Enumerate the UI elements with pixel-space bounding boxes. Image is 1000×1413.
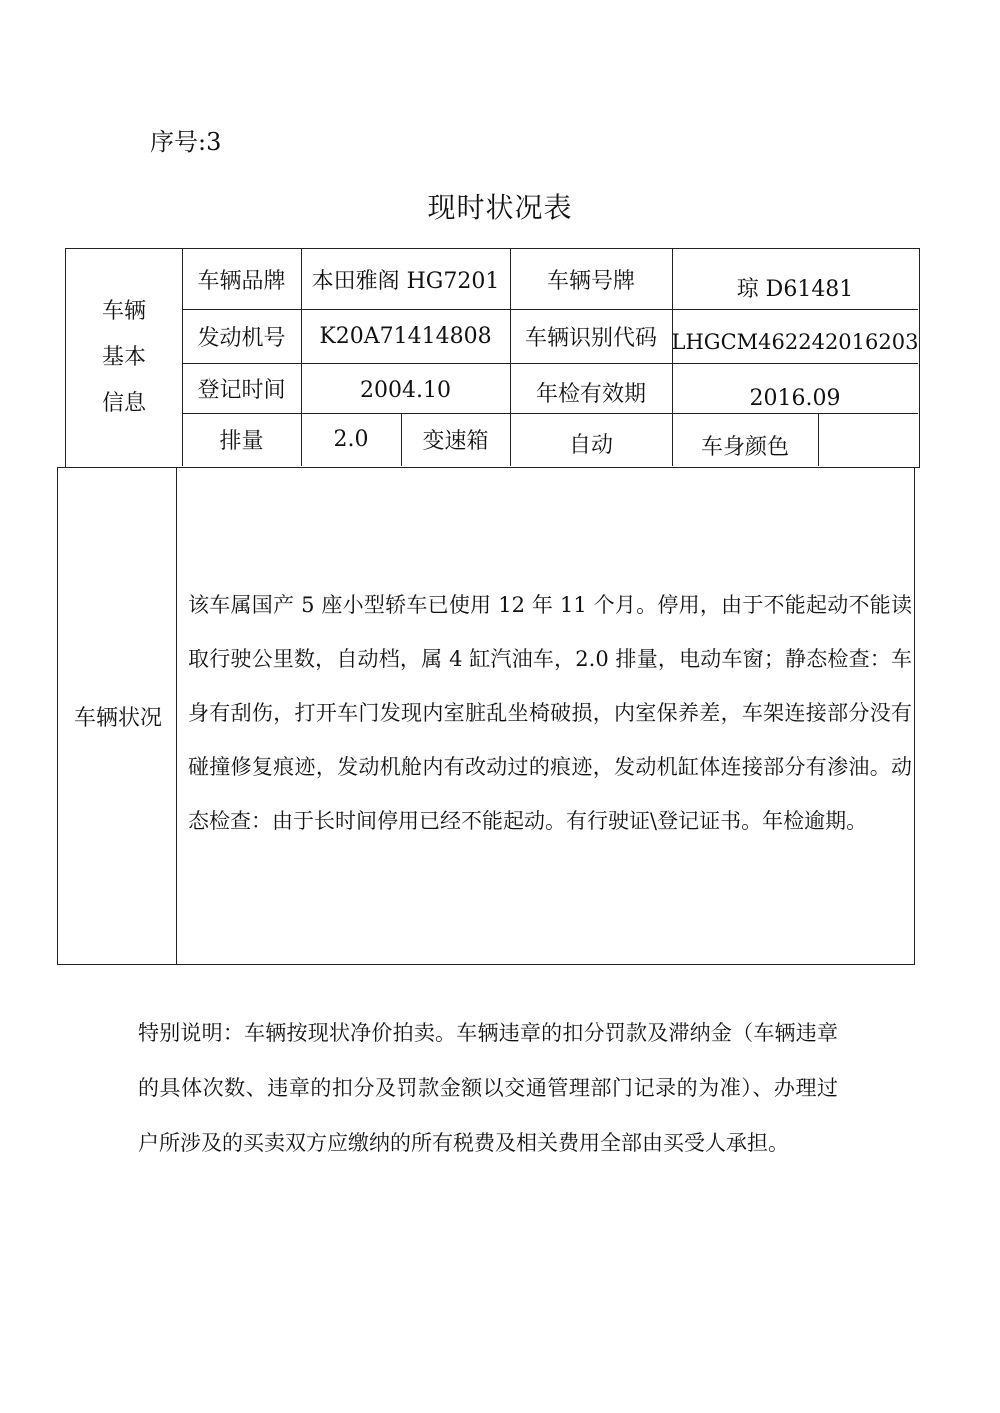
body-color-label: 车身颜色 [700, 435, 789, 460]
brand-value: 本田雅阁 HG7201 [311, 268, 500, 294]
gearbox-label: 变速箱 [422, 429, 489, 454]
serial-number: 序号:3 [150, 128, 222, 156]
special-note: 特别说明：车辆按现状净价拍卖。车辆违章的扣分罚款及滞纳金（车辆违章的具体次数、违章的扣分及罚款金额以交通管理部门记录的为准）、办理过户所涉及的买卖双方应缴纳的所有税费及相关费用全部由买受人承担。 [138, 1021, 838, 1155]
engine-number-label: 发动机号 [197, 325, 286, 351]
status-divider [176, 468, 177, 964]
vehicle-basic-info-table [65, 248, 920, 468]
registration-date-label: 登记时间 [197, 377, 286, 403]
vehicle-status-text: 该车属国产 5 座小型轿车已使用 12 年 11 个月。停用，由于不能起动不能读取行驶公里数，自动档，属 4 缸汽油车，2.0 排量，电动车窗；静态检查：车身有刮伤，打开车门发现内室脏乱坐椅破损，内室保养差，车架连接部分没有碰撞修复痕迹，发动机舱内有改动过的痕迹，发动机缸体连接部分有渗油。动态检查：由于长时间停用已经不能起动。有行驶证\登记证书。年检逾期。 [188, 593, 912, 833]
basic-info-label-line-2: 基本 [101, 344, 146, 370]
brand-label: 车辆品牌 [197, 268, 286, 294]
gearbox-value: 自动 [568, 433, 613, 458]
basic-info-label-line-1: 车辆 [101, 298, 146, 324]
vehicle-status-label: 车辆状况 [73, 705, 162, 731]
inspection-validity-value: 2016.09 [749, 385, 841, 411]
basic-info-label-line-3: 信息 [101, 390, 146, 416]
plate-value: 琼 D61481 [736, 276, 854, 302]
registration-date-value: 2004.10 [360, 377, 451, 403]
displacement-label: 排量 [219, 429, 264, 454]
basic-info-section-label [66, 249, 182, 466]
engine-number-value: K20A71414808 [319, 323, 492, 349]
body-color-value [818, 413, 918, 466]
displacement-value: 2.0 [333, 427, 369, 452]
page-title: 现时状况表 [427, 191, 573, 224]
vin-value: LHGCM462242016203 [671, 330, 919, 354]
vin-label: 车辆识别代码 [524, 325, 657, 351]
vehicle-status-box [57, 467, 915, 965]
plate-label: 车辆号牌 [546, 268, 635, 294]
inspection-validity-label: 年检有效期 [535, 381, 646, 407]
